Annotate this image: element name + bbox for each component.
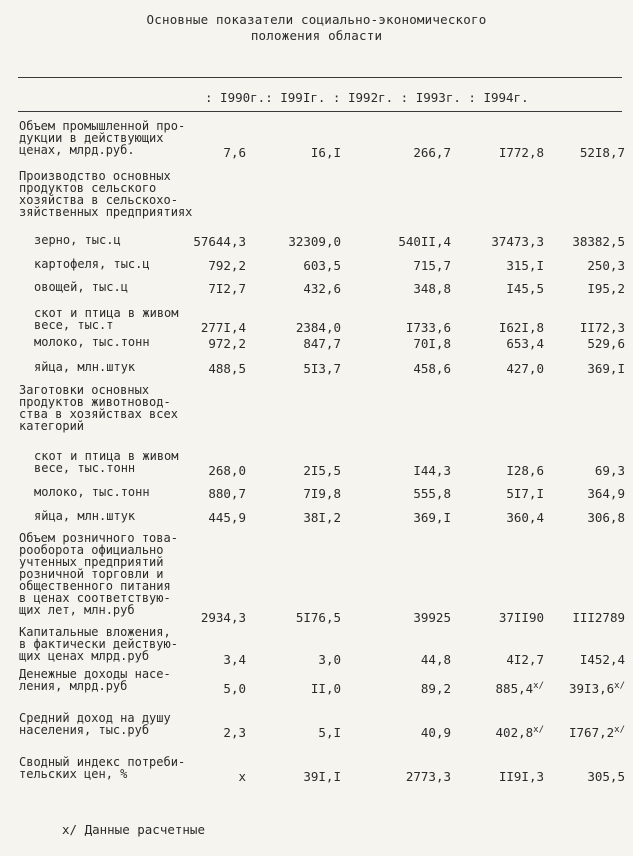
row-label-line: продуктов сельского bbox=[19, 181, 157, 195]
value-cell bbox=[539, 145, 625, 160]
value-text: I28,6 bbox=[506, 463, 544, 478]
value-cell bbox=[255, 769, 341, 784]
value-cell bbox=[255, 725, 341, 740]
value-text: 369,I bbox=[587, 361, 625, 376]
value-text: 37II90 bbox=[498, 610, 544, 625]
row-label-line: Денежные доходы насе- bbox=[19, 667, 171, 681]
value-cell bbox=[365, 258, 451, 273]
row-label-line: Объем промышленной про- bbox=[19, 119, 186, 133]
value-text: 458,6 bbox=[413, 361, 451, 376]
row-label-line: овощей, тыс.ц bbox=[34, 280, 128, 294]
value-cell bbox=[458, 725, 544, 740]
value-cell bbox=[539, 652, 625, 667]
value-cell bbox=[255, 234, 341, 249]
value-cell bbox=[539, 234, 625, 249]
value-text: 402,8 bbox=[495, 725, 534, 741]
value-text: 445,9 bbox=[208, 510, 246, 525]
value-text: I6,I bbox=[310, 145, 341, 160]
value-text: 39I,I bbox=[303, 769, 341, 784]
value-text: I95,2 bbox=[587, 281, 625, 296]
value-text: 348,8 bbox=[413, 281, 451, 296]
value-cell bbox=[365, 145, 451, 160]
value-text: 847,7 bbox=[303, 336, 341, 351]
row-label-line: категорий bbox=[19, 419, 85, 433]
value-cell bbox=[458, 463, 544, 478]
value-cell bbox=[539, 681, 625, 696]
value-text: 427,0 bbox=[506, 361, 544, 376]
value-text: 5I76,5 bbox=[295, 610, 341, 625]
value-text: 2I5,5 bbox=[303, 463, 341, 478]
value-text: 266,7 bbox=[413, 145, 451, 160]
row-label-line: в ценах соответствую- bbox=[19, 591, 171, 605]
value-cell bbox=[365, 486, 451, 501]
value-cell bbox=[365, 361, 451, 376]
value-text: 5I3,7 bbox=[303, 361, 341, 376]
value-text: 38I,2 bbox=[303, 510, 341, 525]
value-text: 2773,3 bbox=[405, 769, 451, 784]
value-cell bbox=[255, 320, 341, 335]
value-text: II72,3 bbox=[579, 320, 625, 335]
value-text: 4I2,7 bbox=[506, 652, 544, 667]
value-text: II,0 bbox=[310, 681, 341, 696]
value-cell bbox=[160, 145, 246, 160]
value-text: 432,6 bbox=[303, 281, 341, 296]
value-cell bbox=[539, 510, 625, 525]
value-text: 7,6 bbox=[223, 145, 246, 160]
value-cell bbox=[365, 234, 451, 249]
value-text: x bbox=[238, 769, 246, 784]
value-text: 364,9 bbox=[587, 486, 625, 501]
row-label-line: щих ценах млрд.руб bbox=[19, 649, 150, 663]
value-text: 277I,4 bbox=[200, 320, 246, 335]
value-text: 972,2 bbox=[208, 336, 246, 351]
value-text: 2934,3 bbox=[200, 610, 246, 625]
row-label-line: скот и птица в живом bbox=[34, 449, 179, 463]
row-label-line: дукции в действующих bbox=[19, 131, 164, 145]
row-label-line: зяйственных предприятиях bbox=[19, 205, 193, 219]
row-label-line: скот и птица в живом bbox=[34, 306, 179, 320]
row-label-line: яйца, млн.штук bbox=[34, 509, 136, 523]
value-text: 3,4 bbox=[223, 652, 246, 667]
value-cell bbox=[458, 361, 544, 376]
value-text: 5I7,I bbox=[506, 486, 544, 501]
value-cell bbox=[365, 681, 451, 696]
value-cell bbox=[458, 281, 544, 296]
document-title-line-2: положения области bbox=[250, 28, 383, 43]
value-text: 2384,0 bbox=[295, 320, 341, 335]
value-text: 44,8 bbox=[420, 652, 451, 667]
row-label-line: картофеля, тыс.ц bbox=[34, 257, 150, 271]
value-cell bbox=[539, 361, 625, 376]
value-cell bbox=[160, 510, 246, 525]
value-text: 268,0 bbox=[208, 463, 246, 478]
value-text: 38382,5 bbox=[572, 234, 625, 249]
value-cell bbox=[255, 258, 341, 273]
value-text: 89,2 bbox=[420, 681, 451, 696]
row-label-line: населения, тыс.руб bbox=[19, 723, 150, 737]
value-cell bbox=[160, 463, 246, 478]
value-text: 715,7 bbox=[413, 258, 451, 273]
value-cell bbox=[365, 769, 451, 784]
value-cell bbox=[255, 361, 341, 376]
value-text: 555,8 bbox=[413, 486, 451, 501]
row-label-line: ценах, млрд.руб. bbox=[19, 143, 135, 157]
value-cell bbox=[160, 725, 246, 740]
value-cell bbox=[458, 610, 544, 625]
value-text: I45,5 bbox=[506, 281, 544, 296]
value-text: 39925 bbox=[413, 610, 451, 625]
value-cell bbox=[365, 725, 451, 740]
value-cell bbox=[160, 234, 246, 249]
footnote: x/ Данные расчетные bbox=[62, 822, 205, 837]
row-label-line: яйца, млн.штук bbox=[34, 360, 136, 374]
value-cell bbox=[255, 610, 341, 625]
value-text: 39I3,6 bbox=[569, 681, 615, 697]
value-text: 32309,0 bbox=[288, 234, 341, 249]
value-cell bbox=[255, 510, 341, 525]
value-text: 880,7 bbox=[208, 486, 246, 501]
value-text: 653,4 bbox=[506, 336, 544, 351]
value-text: III2789 bbox=[572, 610, 625, 625]
row-label-line: рооборота официально bbox=[19, 543, 164, 557]
row-label bbox=[19, 532, 224, 616]
row-label-line: зерно, тыс.ц bbox=[34, 233, 121, 247]
value-text: 5,0 bbox=[223, 681, 246, 696]
value-cell bbox=[539, 610, 625, 625]
value-text: 57644,3 bbox=[193, 234, 246, 249]
value-text: I62I,8 bbox=[498, 320, 544, 335]
row-label-line: Сводный индекс потреби- bbox=[19, 755, 186, 769]
value-cell bbox=[160, 652, 246, 667]
value-cell bbox=[458, 320, 544, 335]
estimate-mark: x/ bbox=[614, 681, 625, 691]
row-label-line: Объем розничного това- bbox=[19, 531, 178, 545]
row-label-line: молоко, тыс.тонн bbox=[34, 485, 150, 499]
value-text: 40,9 bbox=[420, 725, 451, 740]
value-cell bbox=[458, 145, 544, 160]
value-text: 315,I bbox=[506, 258, 544, 273]
value-cell bbox=[160, 486, 246, 501]
value-cell bbox=[539, 463, 625, 478]
value-cell bbox=[160, 769, 246, 784]
row-label-line: тельских цен, % bbox=[19, 767, 128, 781]
value-cell bbox=[539, 320, 625, 335]
value-cell bbox=[255, 681, 341, 696]
row-label-line: ления, млрд.руб bbox=[19, 679, 128, 693]
value-cell bbox=[458, 652, 544, 667]
value-text: I733,6 bbox=[405, 320, 451, 335]
row-label-line: хозяйства в сельскохо- bbox=[19, 193, 178, 207]
value-text: 488,5 bbox=[208, 361, 246, 376]
value-cell bbox=[539, 725, 625, 740]
value-cell bbox=[365, 336, 451, 351]
value-text: 250,3 bbox=[587, 258, 625, 273]
value-cell bbox=[160, 320, 246, 335]
row-label-line: ства в хозяйствах всех bbox=[19, 407, 178, 421]
value-text: 603,5 bbox=[303, 258, 341, 273]
value-text: I44,3 bbox=[413, 463, 451, 478]
row-label-line: в фактически действую- bbox=[19, 637, 178, 651]
value-cell bbox=[539, 258, 625, 273]
row-label-line: Средний доход на душу bbox=[19, 711, 171, 725]
value-cell bbox=[365, 652, 451, 667]
value-text: 360,4 bbox=[506, 510, 544, 525]
value-cell bbox=[458, 769, 544, 784]
row-label-line: весе, тыс.т bbox=[34, 318, 114, 332]
row-label-line: общественного питания bbox=[19, 579, 171, 593]
value-text: II9I,3 bbox=[498, 769, 544, 784]
value-text: 306,8 bbox=[587, 510, 625, 525]
value-text: 7I2,7 bbox=[208, 281, 246, 296]
value-cell bbox=[458, 234, 544, 249]
header-top-rule bbox=[18, 77, 622, 78]
row-label-line: щих лет, млн.руб bbox=[19, 603, 135, 617]
value-cell bbox=[539, 486, 625, 501]
value-cell bbox=[255, 463, 341, 478]
row-label-line: Капитальные вложения, bbox=[19, 625, 171, 639]
value-text: 792,2 bbox=[208, 258, 246, 273]
value-text: 70I,8 bbox=[413, 336, 451, 351]
row-label bbox=[19, 384, 224, 432]
header-bottom-rule bbox=[18, 111, 622, 112]
value-cell bbox=[255, 486, 341, 501]
value-cell bbox=[255, 652, 341, 667]
value-cell bbox=[458, 681, 544, 696]
value-cell bbox=[365, 281, 451, 296]
value-cell bbox=[458, 510, 544, 525]
estimate-mark: x/ bbox=[533, 725, 544, 735]
value-text: I452,4 bbox=[579, 652, 625, 667]
value-text: I767,2 bbox=[569, 725, 615, 741]
value-cell bbox=[160, 281, 246, 296]
value-cell bbox=[365, 320, 451, 335]
row-label-line: молоко, тыс.тонн bbox=[34, 335, 150, 349]
value-text: 69,3 bbox=[594, 463, 625, 478]
value-cell bbox=[160, 258, 246, 273]
value-text: 52I8,7 bbox=[579, 145, 625, 160]
value-text: I772,8 bbox=[498, 145, 544, 160]
value-text: 369,I bbox=[413, 510, 451, 525]
document-title-line-1: Основные показатели социально-экономического bbox=[146, 12, 487, 27]
row-label bbox=[19, 170, 224, 218]
value-text: 5,I bbox=[318, 725, 341, 740]
value-cell bbox=[255, 145, 341, 160]
row-label-line: весе, тыс.тонн bbox=[34, 461, 136, 475]
row-label-line: розничной торговли и bbox=[19, 567, 164, 581]
value-cell bbox=[539, 281, 625, 296]
value-cell bbox=[365, 463, 451, 478]
value-cell bbox=[539, 769, 625, 784]
value-cell bbox=[160, 336, 246, 351]
value-cell bbox=[539, 336, 625, 351]
value-text: 3,0 bbox=[318, 652, 341, 667]
row-label-line: Производство основных bbox=[19, 169, 171, 183]
column-header-row: : I990г.: I99Iг. : I992г. : I993г. : I994г. bbox=[205, 90, 529, 105]
value-text: 37473,3 bbox=[491, 234, 544, 249]
value-cell bbox=[255, 336, 341, 351]
estimate-mark: x/ bbox=[533, 681, 544, 691]
row-label-line: учтенных предприятий bbox=[19, 555, 164, 569]
value-text: 529,6 bbox=[587, 336, 625, 351]
value-text: 7I9,8 bbox=[303, 486, 341, 501]
value-text: 2,3 bbox=[223, 725, 246, 740]
value-cell bbox=[458, 336, 544, 351]
value-text: 540II,4 bbox=[398, 234, 451, 249]
value-text: 885,4 bbox=[495, 681, 534, 697]
value-cell bbox=[365, 610, 451, 625]
value-cell bbox=[458, 258, 544, 273]
row-label-line: Заготовки основных bbox=[19, 383, 150, 397]
value-cell bbox=[160, 610, 246, 625]
value-cell bbox=[255, 281, 341, 296]
estimate-mark: x/ bbox=[614, 725, 625, 735]
value-text: 305,5 bbox=[587, 769, 625, 784]
row-label-line: продуктов животновод- bbox=[19, 395, 171, 409]
value-cell bbox=[458, 486, 544, 501]
value-cell bbox=[365, 510, 451, 525]
value-cell bbox=[160, 361, 246, 376]
value-cell bbox=[160, 681, 246, 696]
